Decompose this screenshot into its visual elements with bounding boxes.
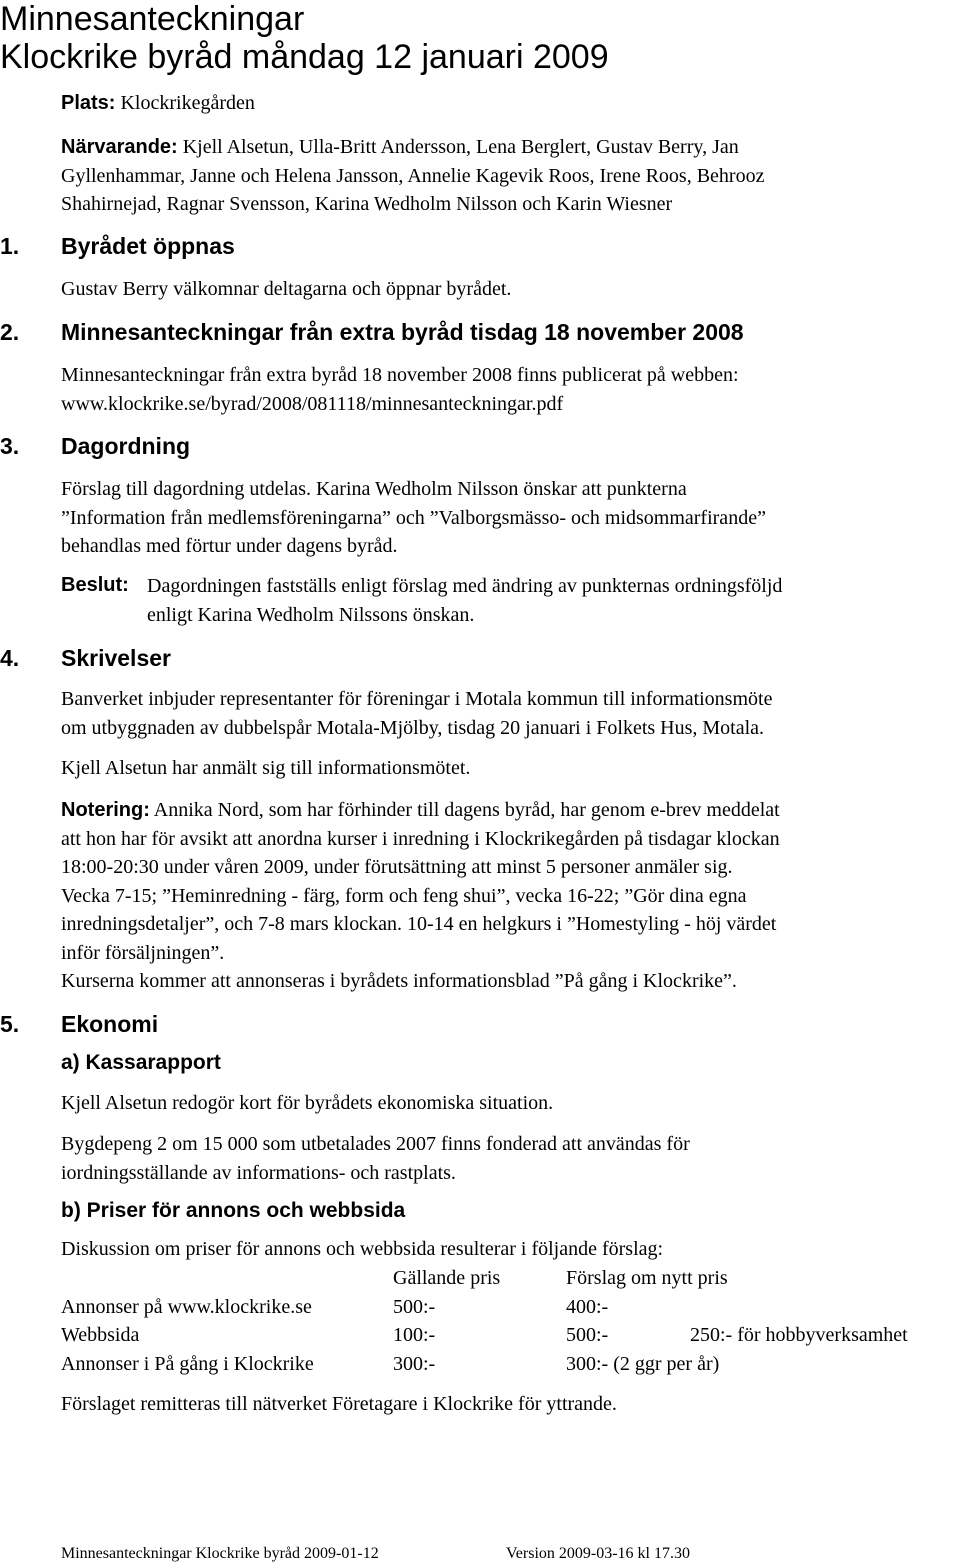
table-cell: Webbsida xyxy=(61,1324,140,1346)
subsection-a-para-1: Kjell Alsetun redogör kort för byrådets ekonomiska situation. xyxy=(61,1092,554,1114)
text-line: Förslag till dagordning utdelas. Karina Wedholm Nilsson önskar att punkterna xyxy=(61,478,687,500)
text-line: ”Information från medlemsföreningarna” och ”Valborgsmässo- och midsommarfirande” xyxy=(61,506,766,529)
section-2-number: 2. xyxy=(0,319,20,345)
text-line: Annika Nord, som har förhinder till dagens byråd, har genom e-brev meddelat xyxy=(153,799,780,821)
table-cell: 300:- xyxy=(393,1353,436,1375)
section-1-heading: Byrådet öppnas xyxy=(61,233,235,259)
note-label: Notering: xyxy=(61,799,150,821)
text-line: Kurserna kommer att annonseras i byrådets informationsblad ”På gång i Klockrike”. xyxy=(61,970,737,992)
section-4-para-1 xyxy=(61,685,772,742)
table-cell: Annonser på www.klockrike.se xyxy=(61,1296,312,1318)
section-4-para-2: Kjell Alsetun har anmält sig till informationsmötet. xyxy=(61,757,471,779)
page-title xyxy=(0,0,609,76)
section-4-heading: Skrivelser xyxy=(61,645,171,671)
text-line: att hon har för avsikt att anordna kurser i inredning i Klockrikegården på tisdagar klockan xyxy=(61,827,780,850)
note-block xyxy=(61,796,780,996)
decision-text xyxy=(147,572,782,629)
text-line: om utbyggnaden av dubbelspår Motala-Mjölby, tisdag 20 januari i Folkets Hus, Motala. xyxy=(61,716,765,739)
table-header-cell: Förslag om nytt pris xyxy=(566,1267,728,1289)
text-line: Dagordningen fastställs enligt förslag med ändring av punkternas ordningsföljd xyxy=(147,575,783,597)
text-line: enligt Karina Wedholm Nilssons önskan. xyxy=(147,603,475,626)
table-cell: 300:- (2 ggr per år) xyxy=(566,1353,720,1375)
text-line: www.klockrike.se/byrad/2008/081118/minnesanteckningar.pdf xyxy=(61,392,564,415)
footer-left: Minnesanteckningar Klockrike byråd 2009-01-12 xyxy=(61,1545,379,1562)
text-line: Bygdepeng 2 om 15 000 som utbetalades 2007 finns fonderad att användas för xyxy=(61,1133,690,1155)
section-2-text xyxy=(61,361,739,418)
subsection-b-intro: Diskussion om priser för annons och webbsida resulterar i följande förslag: xyxy=(61,1238,664,1260)
subsection-b-outro: Förslaget remitteras till nätverket Företagare i Klockrike för yttrande. xyxy=(61,1393,617,1415)
attendees-block xyxy=(61,133,764,219)
attendees-label: Närvarande: xyxy=(61,136,178,158)
text-line: Minnesanteckningar från extra byråd 18 november 2008 finns publicerat på webben: xyxy=(61,364,739,386)
text-line: Banverket inbjuder representanter för föreningar i Motala kommun till informationsmöte xyxy=(61,688,773,710)
section-3-text xyxy=(61,475,766,561)
text-line: Vecka 7-15; ”Heminredning - färg, form och feng shui”, vecka 16-22; ”Gör dina egna xyxy=(61,884,747,907)
text-line: inredningsdetaljer”, och 7-8 mars klockan. 10-14 en helgkurs i ”Homestyling - höj värdet xyxy=(61,913,777,935)
section-2-heading: Minnesanteckningar från extra byråd tisdag 18 november 2008 xyxy=(61,319,744,345)
subsection-a-heading: a) Kassarapport xyxy=(61,1051,221,1074)
table-cell: 250:- för hobbyverksamhet xyxy=(690,1324,908,1346)
section-1-text: Gustav Berry välkomnar deltagarna och öppnar byrådet. xyxy=(61,278,512,300)
footer-right: Version 2009-03-16 kl 17.30 xyxy=(506,1545,690,1562)
text-line: 18:00-20:30 under våren 2009, under förutsättning att minst 5 personer anmäler sig. xyxy=(61,856,733,878)
section-5-number: 5. xyxy=(0,1011,20,1037)
section-3-number: 3. xyxy=(0,433,20,459)
section-3-heading: Dagordning xyxy=(61,433,191,459)
text-line: iordningsställande av informations- och rastplats. xyxy=(61,1161,456,1184)
attendees-line: Kjell Alsetun, Ulla-Britt Andersson, Lena Berglert, Gustav Berry, Jan xyxy=(182,136,739,158)
section-4-number: 4. xyxy=(0,645,20,671)
section-1-number: 1. xyxy=(0,233,20,259)
table-cell: 100:- xyxy=(393,1324,436,1346)
location-label: Plats: xyxy=(61,92,116,114)
text-line: inför försäljningen”. xyxy=(61,941,225,964)
text-line: behandlas med förtur under dagens byråd. xyxy=(61,535,398,557)
location-line xyxy=(61,92,255,115)
table-cell: Annonser i På gång i Klockrike xyxy=(61,1353,314,1375)
subsection-b-heading: b) Priser för annons och webbsida xyxy=(61,1199,406,1222)
location-value: Klockrikegården xyxy=(120,92,255,114)
section-5-heading: Ekonomi xyxy=(61,1011,159,1037)
subsection-a-para-2 xyxy=(61,1130,690,1187)
table-cell: 500:- xyxy=(393,1296,436,1318)
table-cell: 500:- xyxy=(566,1324,609,1346)
attendees-line: Shahirnejad, Ragnar Svensson, Karina Wedholm Nilsson och Karin Wiesner xyxy=(61,193,673,215)
title-line-1: Minnesanteckningar xyxy=(0,0,305,38)
attendees-line: Gyllenhammar, Janne och Helena Jansson, Annelie Kagevik Roos, Irene Roos, Behrooz xyxy=(61,164,765,187)
title-line-2: Klockrike byråd måndag 12 januari 2009 xyxy=(0,38,609,76)
table-cell: 400:- xyxy=(566,1296,609,1318)
table-header-cell: Gällande pris xyxy=(393,1267,501,1289)
decision-label: Beslut: xyxy=(61,574,129,596)
